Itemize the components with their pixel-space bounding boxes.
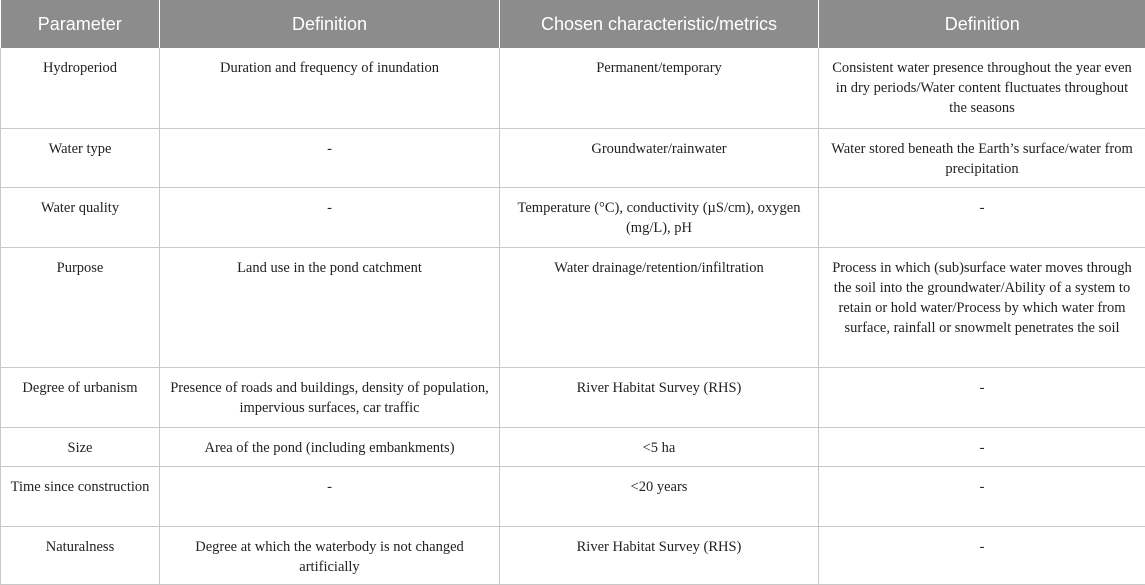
table-row: [1, 526, 1145, 584]
header-definition: Definition: [160, 0, 500, 48]
cell-definition: Presence of roads and buildings, density of population, impervious surfaces, car traffic: [160, 367, 500, 427]
table-row: [1, 48, 1145, 128]
cell-definition: Degree at which the waterbody is not changed artificially: [160, 526, 500, 584]
cell-metrics-definition: Process in which (sub)surface water moves through the soil into the groundwater/Ability of a system to retain or hold water/Process by which water from surface, rainfall or snowmelt penetrates the soil: [819, 247, 1145, 367]
table-row: [1, 247, 1145, 367]
cell-parameter: Naturalness: [1, 526, 160, 584]
cell-metrics-definition: -: [819, 427, 1145, 466]
cell-parameter: Time since construction: [1, 466, 160, 526]
cell-parameter: Purpose: [1, 247, 160, 367]
cell-metrics-definition: -: [819, 466, 1145, 526]
header-row: [1, 0, 1145, 48]
table-header: [1, 0, 1145, 48]
table-row: [1, 466, 1145, 526]
cell-parameter: Water quality: [1, 187, 160, 247]
table-row: [1, 427, 1145, 466]
cell-parameter: Hydroperiod: [1, 48, 160, 128]
table-body: [1, 48, 1145, 584]
cell-definition: -: [160, 128, 500, 187]
cell-metrics: River Habitat Survey (RHS): [500, 367, 819, 427]
cell-metrics: Water drainage/retention/infiltration: [500, 247, 819, 367]
cell-definition: -: [160, 466, 500, 526]
table-row: [1, 187, 1145, 247]
header-definition-metrics: Definition: [819, 0, 1145, 48]
cell-metrics: Permanent/temporary: [500, 48, 819, 128]
cell-parameter: Water type: [1, 128, 160, 187]
cell-definition: Land use in the pond catchment: [160, 247, 500, 367]
table-row: [1, 367, 1145, 427]
cell-metrics: Temperature (°C), conductivity (µS/cm), oxygen (mg/L), pH: [500, 187, 819, 247]
cell-metrics: <5 ha: [500, 427, 819, 466]
header-parameter: Parameter: [1, 0, 160, 48]
cell-metrics-definition: Water stored beneath the Earth’s surface/water from precipitation: [819, 128, 1145, 187]
cell-parameter: Size: [1, 427, 160, 466]
cell-metrics: Groundwater/rainwater: [500, 128, 819, 187]
header-chosen-metrics: Chosen characteristic/metrics: [500, 0, 819, 48]
cell-definition: Duration and frequency of inundation: [160, 48, 500, 128]
cell-metrics-definition: Consistent water presence throughout the year even in dry periods/Water content fluctuates throughout the seasons: [819, 48, 1145, 128]
table-row: [1, 128, 1145, 187]
cell-parameter: Degree of urbanism: [1, 367, 160, 427]
cell-metrics-definition: -: [819, 526, 1145, 584]
cell-definition: -: [160, 187, 500, 247]
cell-metrics: River Habitat Survey (RHS): [500, 526, 819, 584]
cell-metrics-definition: -: [819, 187, 1145, 247]
cell-definition: Area of the pond (including embankments): [160, 427, 500, 466]
cell-metrics-definition: -: [819, 367, 1145, 427]
cell-metrics: <20 years: [500, 466, 819, 526]
